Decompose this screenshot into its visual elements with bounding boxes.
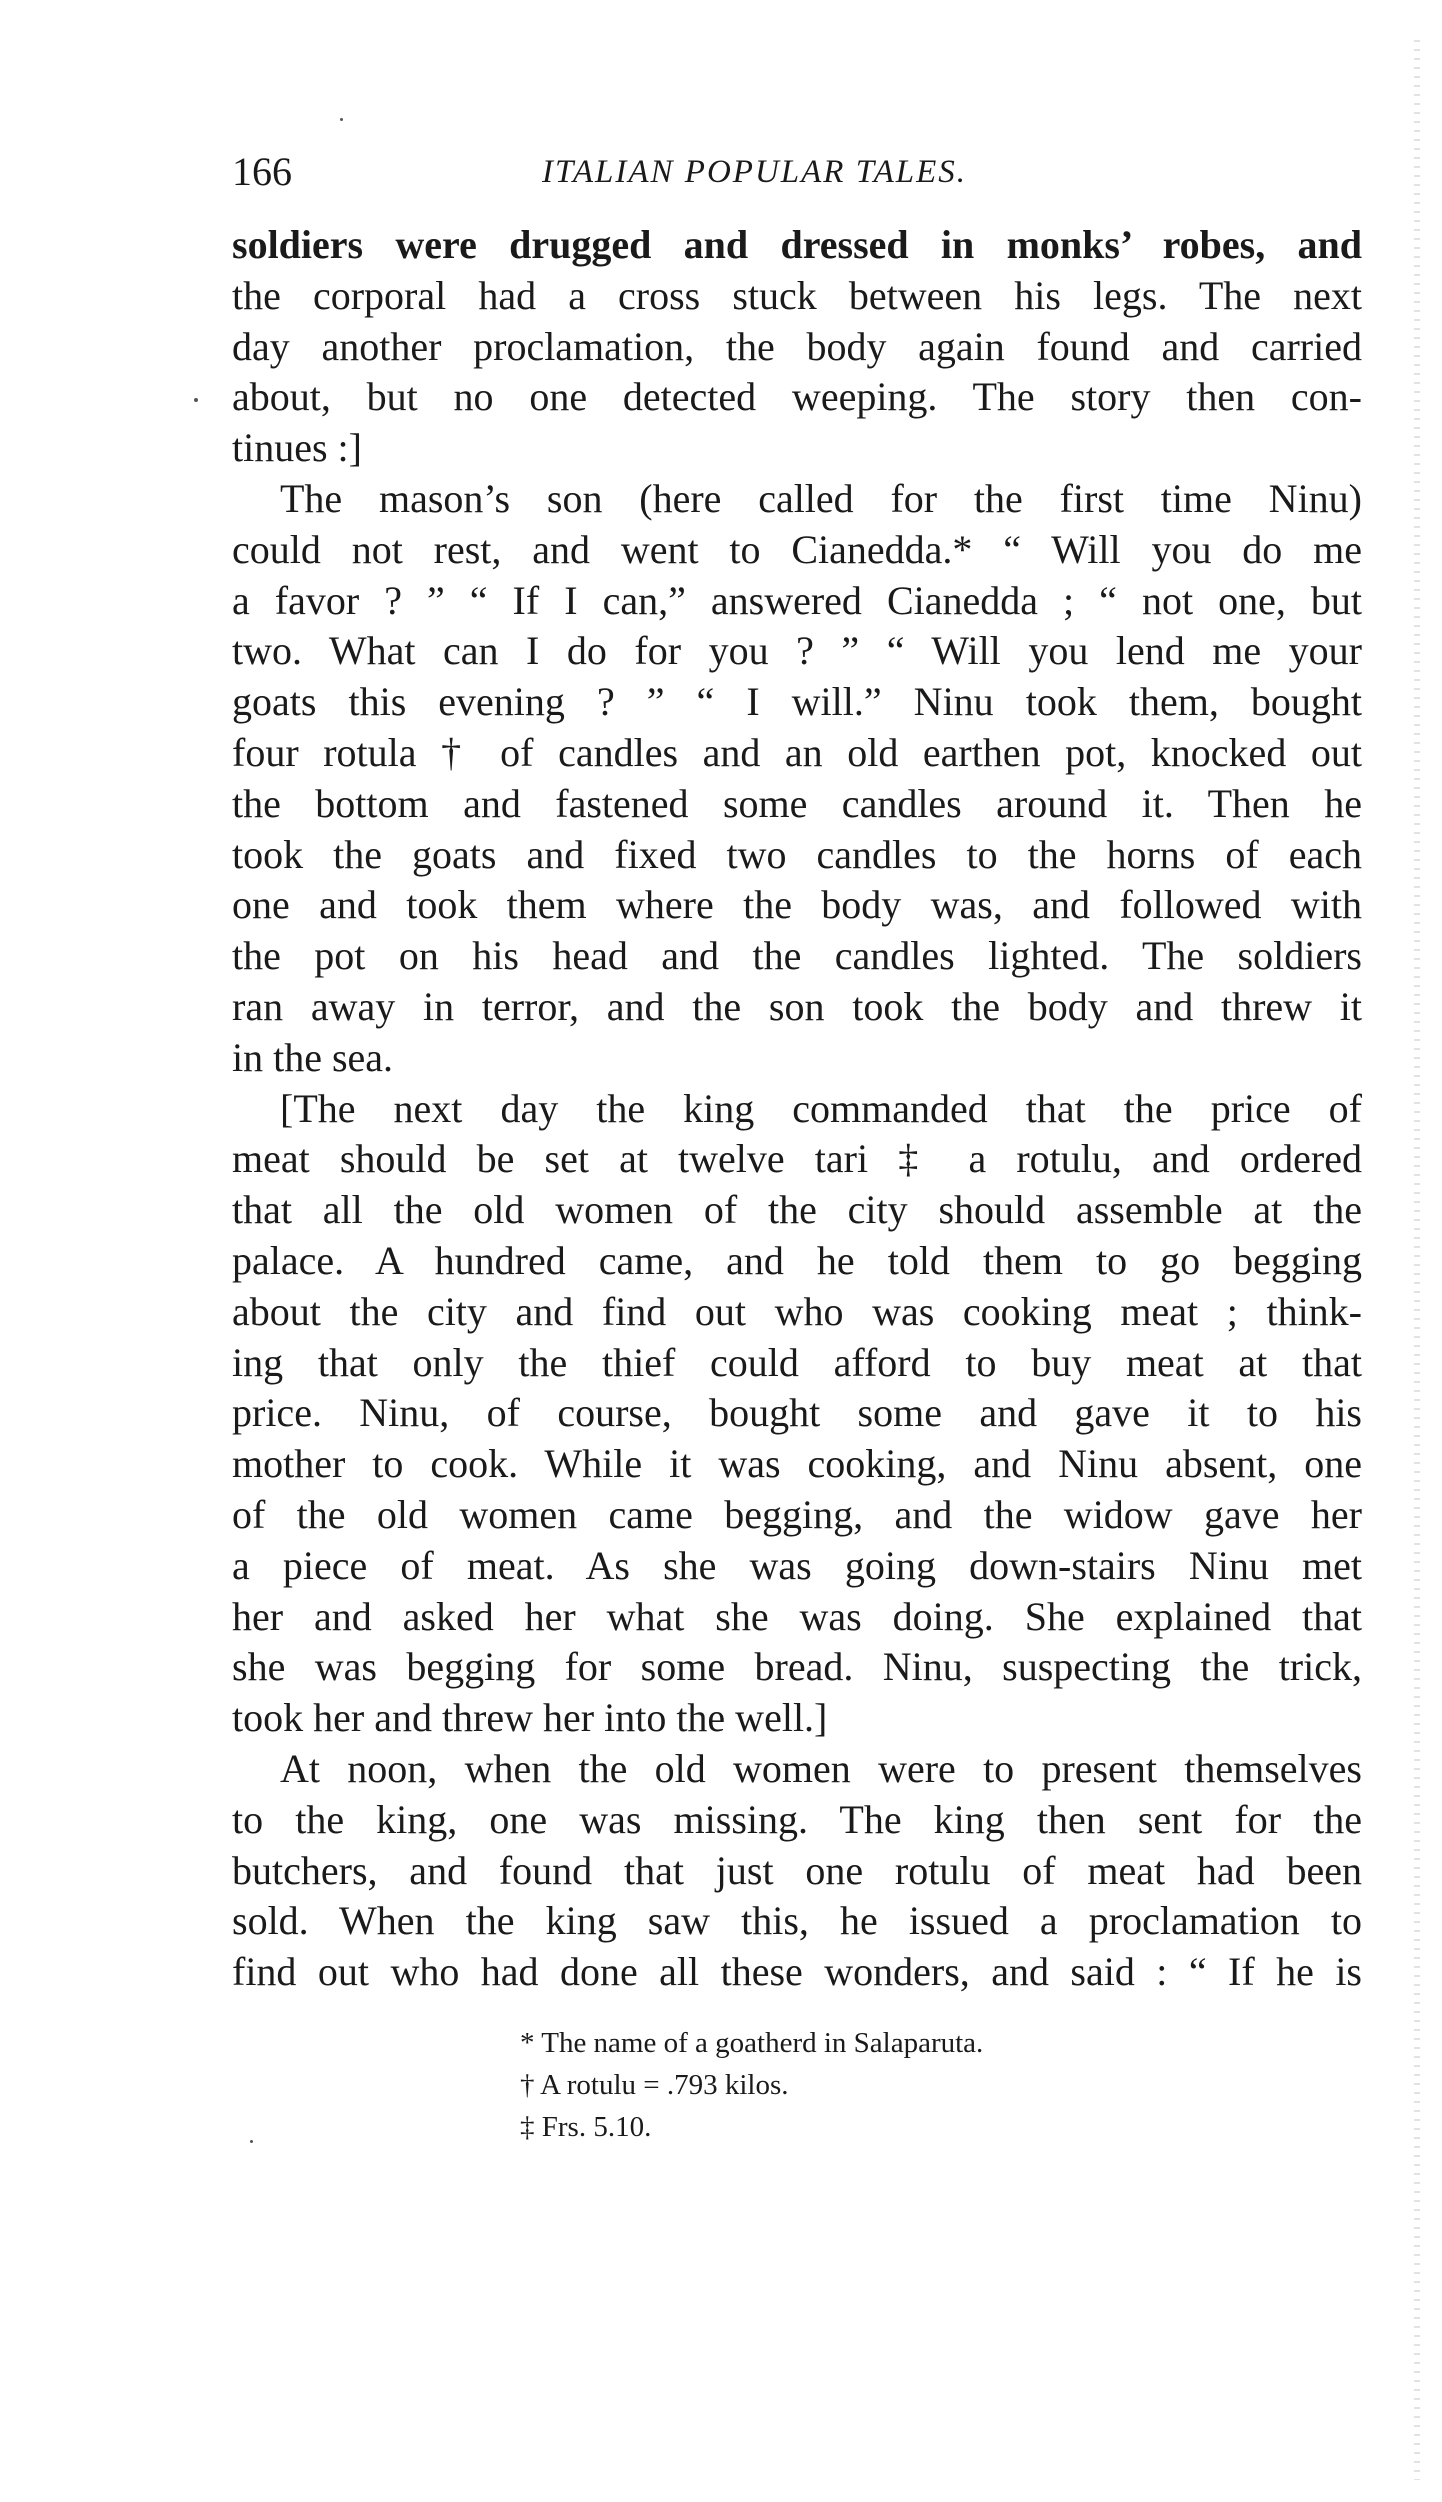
stray-ink-mark [340, 118, 343, 121]
text-line: sold. When the king saw this, he issued a proclamation to [232, 1898, 1362, 1944]
text-line: to the king, one was missing. The king then sent for the [232, 1796, 1362, 1842]
text-line: took her and threw her into the well.] [232, 1695, 828, 1741]
text-line: took the goats and fixed two candles to the horns of each [232, 831, 1362, 877]
text-line: about the city and find out who was cooking meat ; think- [232, 1288, 1362, 1334]
footnote: * The name of a goatherd in Salaparuta. [520, 2027, 984, 2059]
text-line: a favor ? ” “ If I can,” answered Cianedda ; “ not one, but [232, 577, 1362, 623]
stray-ink-mark [194, 398, 198, 402]
text-line: goats this evening ? ” “ I will.” Ninu took them, bought [232, 679, 1362, 725]
text-line: ran away in terror, and the son took the body and threw it [232, 983, 1362, 1029]
text-line: The mason’s son (here called for the first time Ninu) [280, 475, 1362, 521]
text-line: day another proclamation, the body again found and carried [232, 323, 1362, 369]
text-line: the pot on his head and the candles lighted. The soldiers [232, 933, 1362, 979]
text-line: price. Ninu, of course, bought some and gave it to his [232, 1390, 1362, 1436]
text-line: two. What can I do for you ? ” “ Will you lend me your [232, 628, 1362, 674]
stray-ink-mark [250, 2140, 253, 2143]
body-text [232, 220, 1362, 1998]
text-line: soldiers were drugged and dressed in monks’ robes, and [232, 222, 1362, 267]
text-line: she was begging for some bread. Ninu, suspecting the trick, [232, 1644, 1362, 1690]
text-line: that all the old women of the city should assemble at the [232, 1187, 1362, 1233]
text-line: mother to cook. While it was cooking, and Ninu absent, one [232, 1441, 1362, 1487]
footnote: ‡ Frs. 5.10. [520, 2111, 652, 2143]
text-line: one and took them where the body was, and followed with [232, 882, 1362, 928]
text-line: ing that only the thief could afford to buy meat at that [232, 1339, 1362, 1385]
text-line: the corporal had a cross stuck between his legs. The next [232, 272, 1362, 318]
text-line: could not rest, and went to Cianedda.* “ Will you do me [232, 526, 1362, 572]
text-line: palace. A hundred came, and he told them to go begging [232, 1237, 1362, 1283]
text-line: butchers, and found that just one rotulu of meat had been [232, 1847, 1362, 1893]
footnotes [520, 2022, 983, 2148]
page-number: 166 [232, 149, 292, 194]
running-title: ITALIAN POPULAR TALES. [542, 154, 968, 190]
footnote: † A rotulu = .793 kilos. [520, 2069, 789, 2101]
text-line: find out who had done all these wonders, and said : “ If he is [232, 1949, 1362, 1995]
text-line: the bottom and fastened some candles around it. Then he [232, 780, 1362, 826]
text-line: her and asked her what she was doing. She explained that [232, 1593, 1362, 1639]
running-head [232, 142, 1362, 202]
text-line: about, but no one detected weeping. The story then con- [232, 374, 1362, 420]
text-line: in the sea. [232, 1034, 394, 1080]
text-line: four rotula † of candles and an old earthen pot, knocked out [232, 729, 1362, 775]
text-line: meat should be set at twelve tari ‡ a rotulu, and ordered [232, 1136, 1362, 1182]
text-line: a piece of meat. As she was going down-stairs Ninu met [232, 1542, 1362, 1588]
text-line: At noon, when the old women were to present themselves [280, 1745, 1362, 1791]
text-line: of the old women came begging, and the widow gave her [232, 1491, 1362, 1537]
scan-edge-noise [1414, 40, 1420, 2480]
text-line: tinues :] [232, 425, 362, 471]
text-line: [The next day the king commanded that the price of [280, 1085, 1362, 1131]
